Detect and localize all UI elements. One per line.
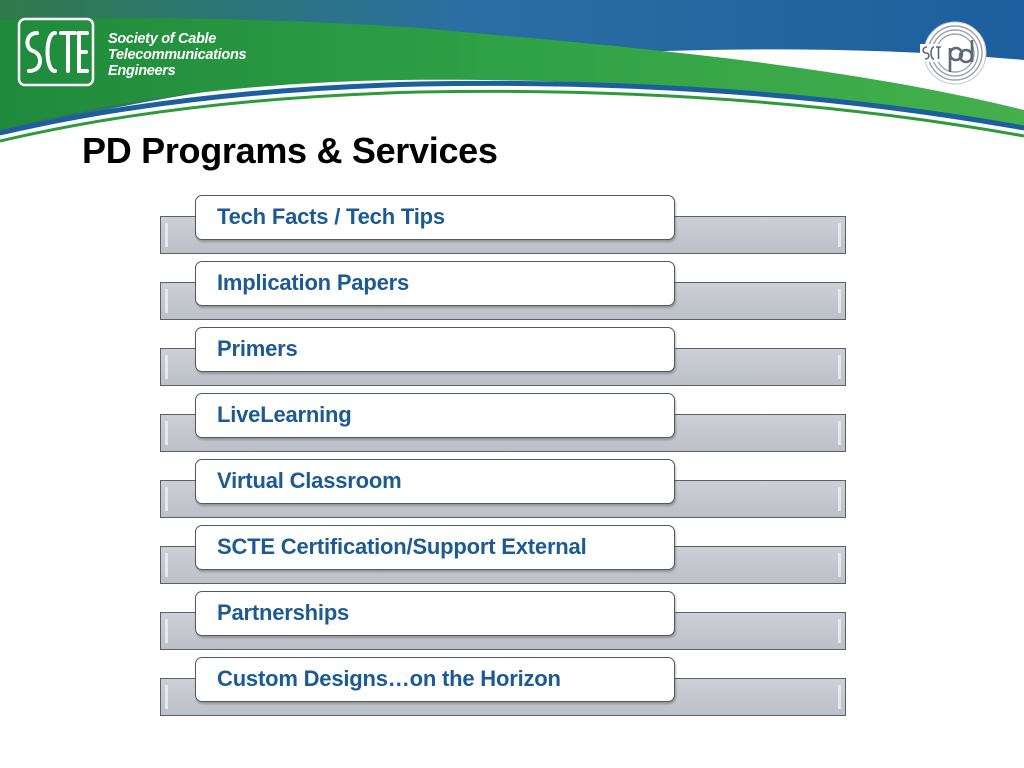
item-box [195,459,675,504]
item-label: Custom Designs…on the Horizon [217,666,561,691]
slide-title: PD Programs & Services [82,130,498,171]
item-box [195,591,675,636]
org-name [108,31,246,79]
scte-pd-logo-icon [918,18,988,88]
list-item [160,525,850,591]
item-box [195,327,675,372]
list-item [160,657,850,723]
list-item [160,591,850,657]
org-name-line: Society of Cable [108,31,217,47]
list-item [160,393,850,459]
item-label: LiveLearning [217,402,352,427]
item-box [195,195,675,240]
item-label: Partnerships [217,600,350,625]
item-label: Primers [217,336,298,361]
list-item [160,195,850,261]
list-item [160,261,850,327]
item-label: Virtual Classroom [217,468,402,493]
org-name-line: Engineers [108,63,176,79]
list-item [160,327,850,393]
item-box [195,393,675,438]
org-name-line: Telecommunications [108,47,247,63]
item-label: Tech Facts / Tech Tips [217,204,445,229]
list-item [160,459,850,525]
item-box [195,525,675,570]
item-label: Implication Papers [217,270,410,295]
item-label: SCTE Certification/Support External [217,534,587,559]
item-box [195,657,675,702]
programs-list [160,195,850,723]
scte-logo-icon [17,17,97,87]
item-box [195,261,675,306]
